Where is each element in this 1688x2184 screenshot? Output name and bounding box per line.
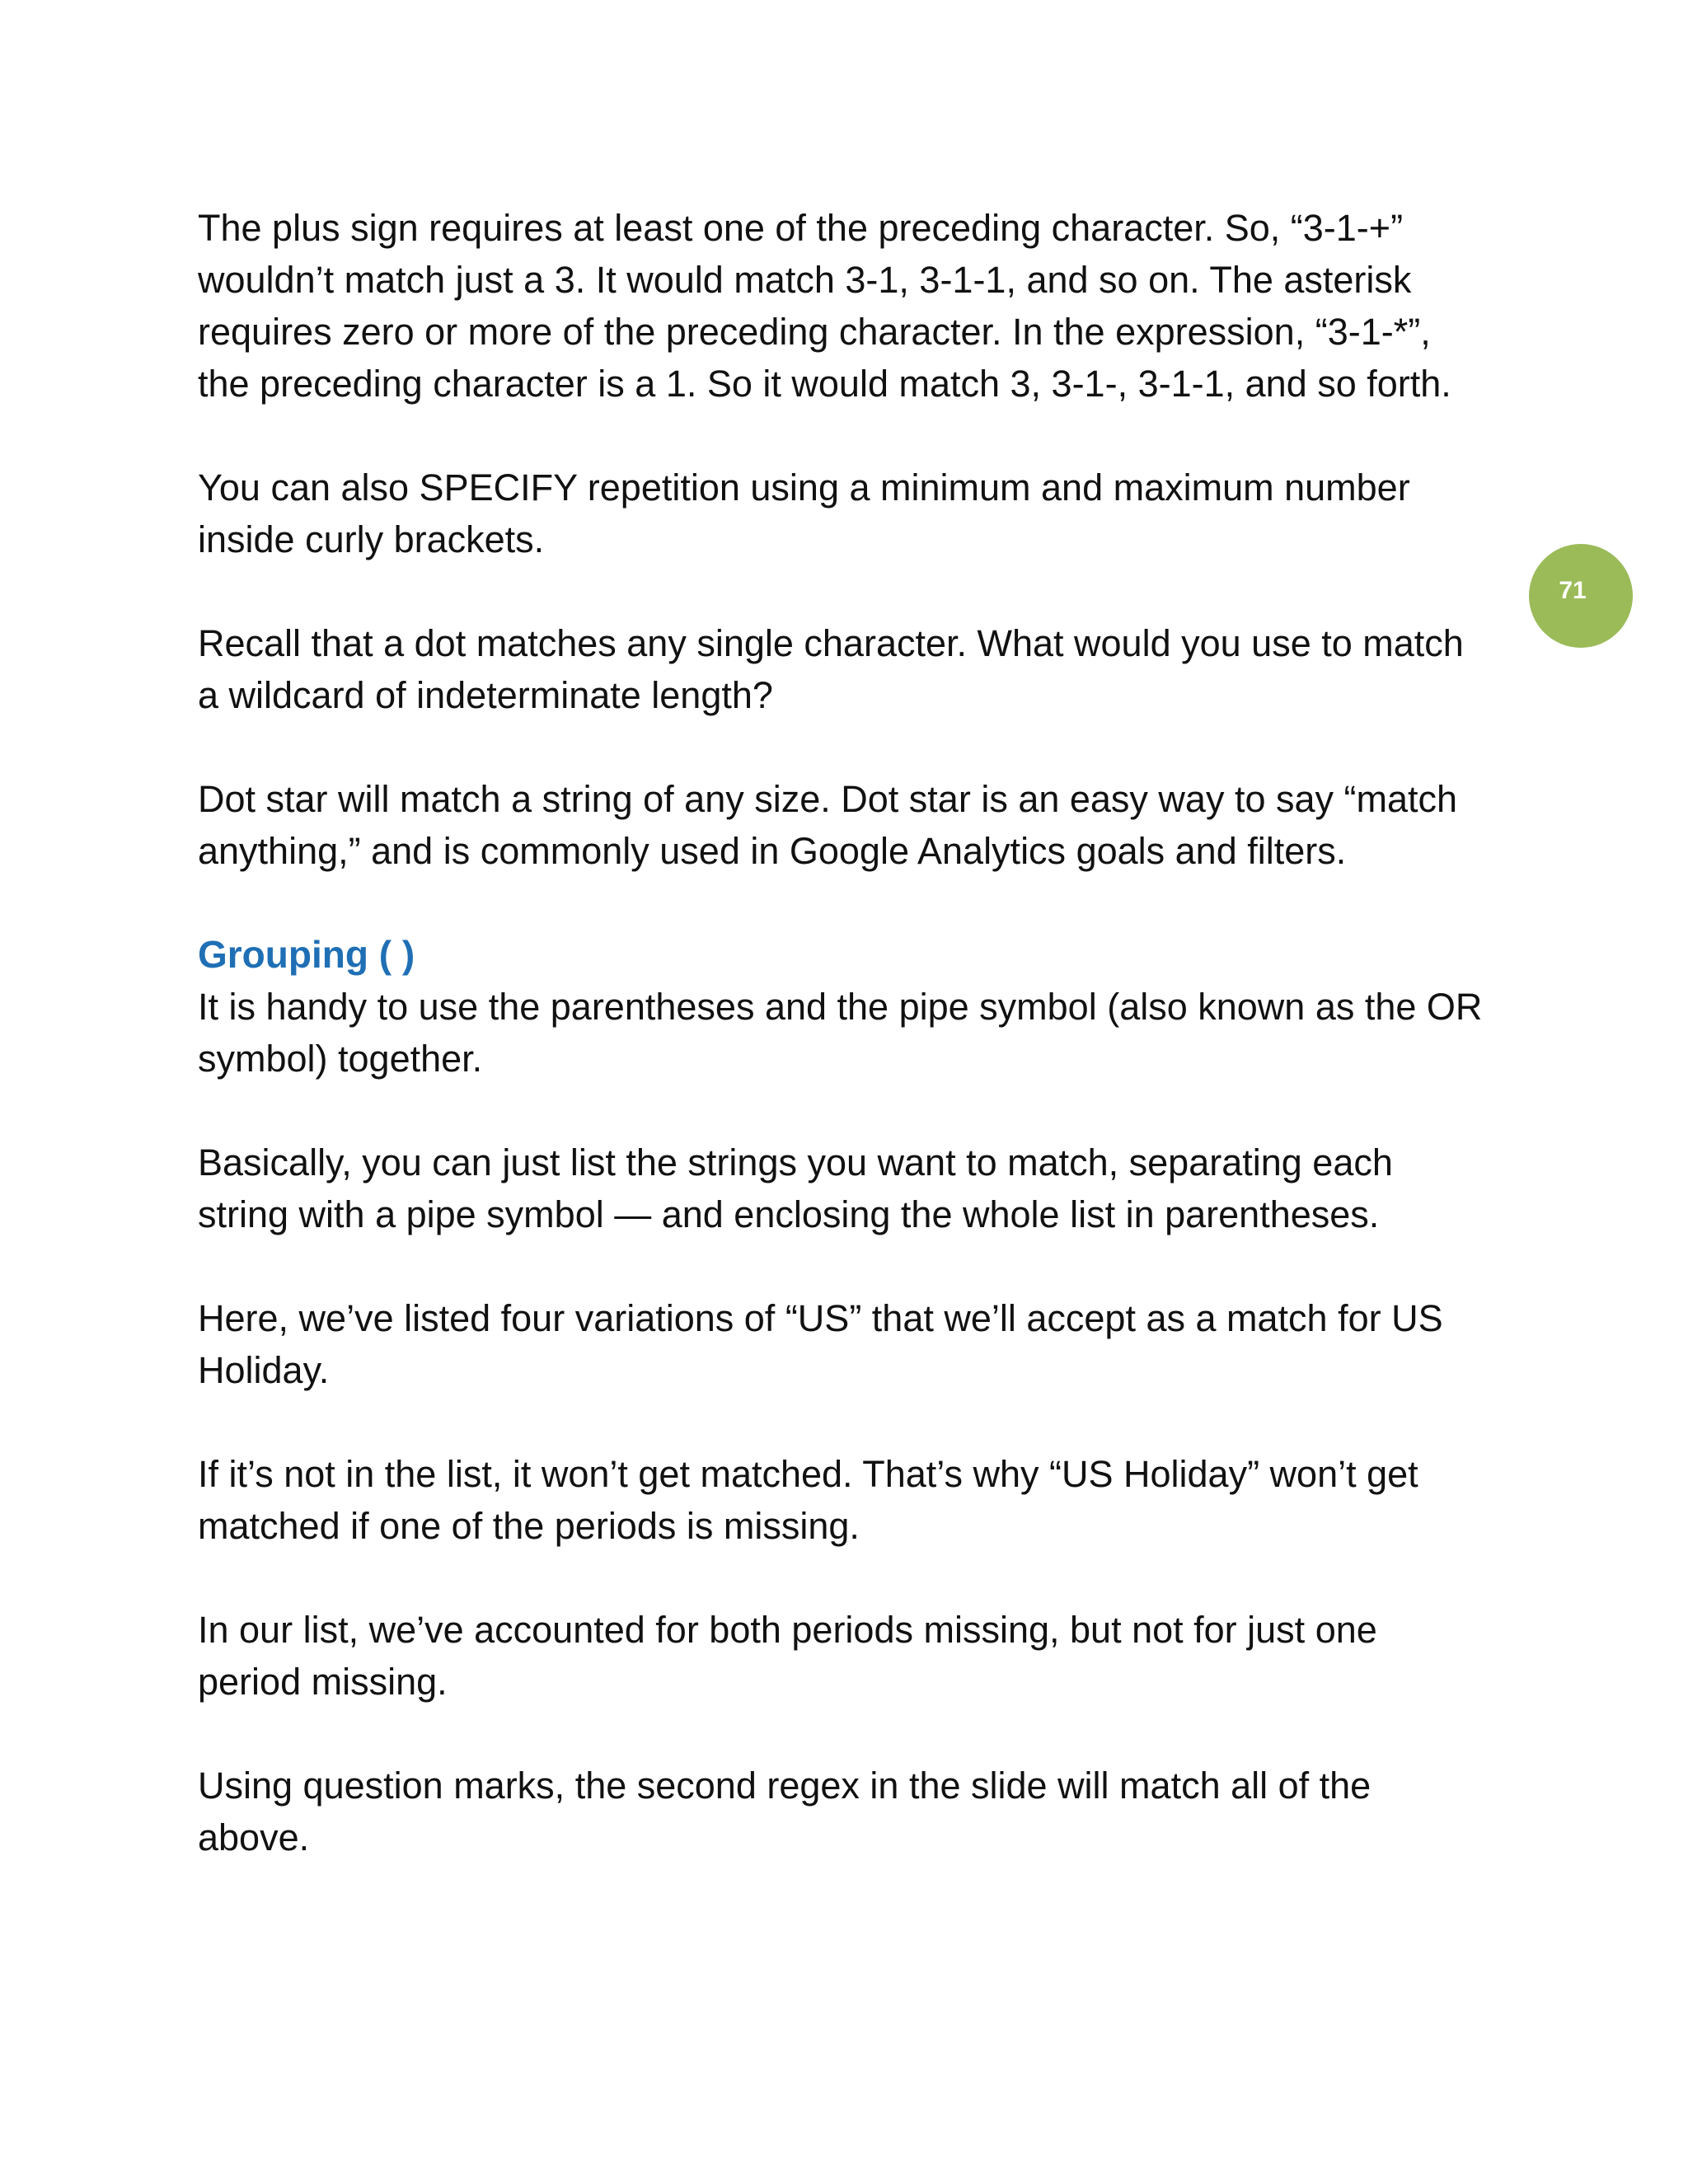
paragraph-list-strings: Basically, you can just list the strings you want to match, separating each string with a pipe symbol — and enclosing the whole list in parentheses.	[198, 1141, 1393, 1235]
paragraph-plus-asterisk: The plus sign requires at least one of the preceding character. So, “3-1-+” wouldn’t match just a 3. It would match 3-1, 3-1-1, and so on. The asterisk requires zero or more of the preceding character. In the expression, “3-1-*”, the preceding character is a 1. So it would match 3, 3-1-, 3-1-1, and so forth.	[198, 207, 1451, 405]
paragraph-periods-missing: In our list, we’ve accounted for both periods missing, but not for just one period missing.	[198, 1609, 1377, 1703]
paragraph-parentheses-pipe: It is handy to use the parentheses and the pipe symbol (also known as the OR symbol) together.	[198, 986, 1483, 1080]
paragraph-not-in-list: If it’s not in the list, it won’t get matched. That’s why “US Holiday” won’t get matched if one of the periods is missing.	[198, 1453, 1418, 1547]
paragraph-curly-brackets: You can also SPECIFY repetition using a minimum and maximum number inside curly brackets.	[198, 466, 1410, 560]
page-body	[198, 202, 1484, 1915]
section-heading-grouping: Grouping ( )	[198, 933, 415, 976]
page-number: 71	[1559, 577, 1587, 604]
paragraph-us-variations: Here, we’ve listed four variations of “US” that we’ll accept as a match for US Holiday.	[198, 1297, 1443, 1391]
paragraph-dot-star: Dot star will match a string of any size. Dot star is an easy way to say “match anything,” and is commonly used in Google Analytics goals and filters.	[198, 778, 1458, 872]
paragraph-dot-wildcard: Recall that a dot matches any single character. What would you use to match a wildcard of indeterminate length?	[198, 622, 1464, 716]
paragraph-question-marks: Using question marks, the second regex in the slide will match all of the above.	[198, 1765, 1372, 1858]
page-number-badge	[1529, 544, 1633, 648]
